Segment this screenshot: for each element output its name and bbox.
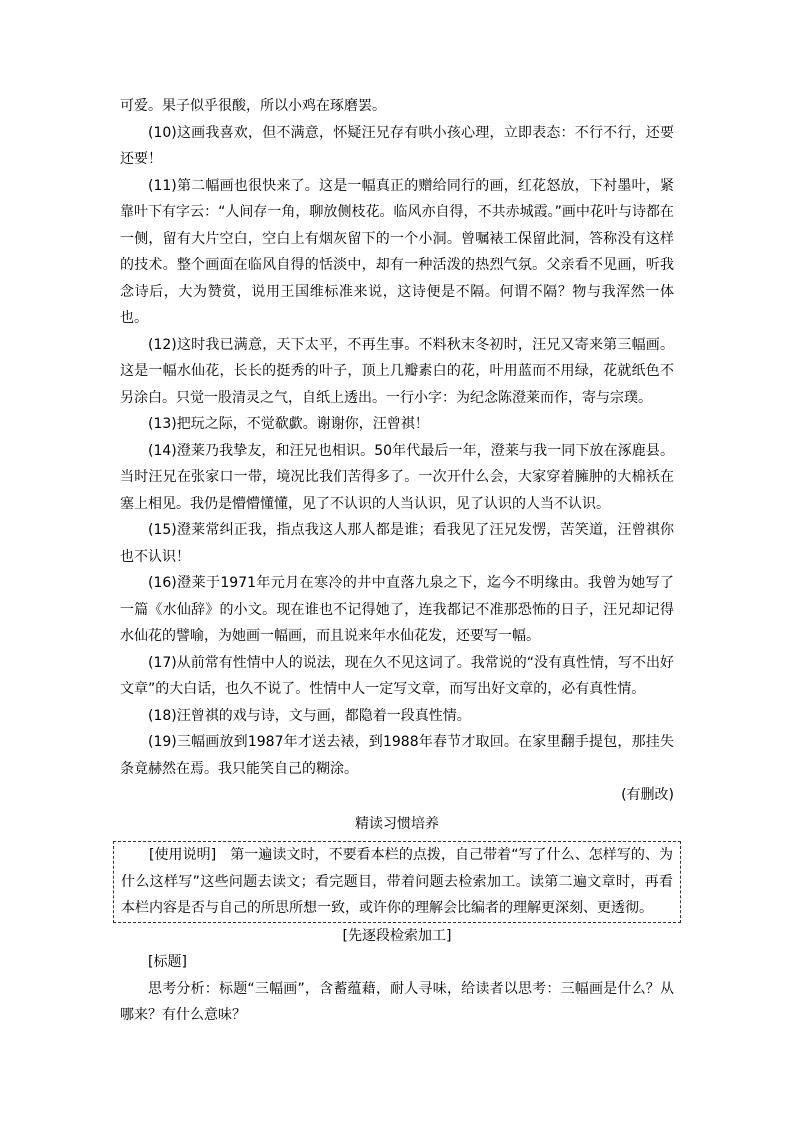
paragraph-18: (18)汪曾祺的戏与诗，文与画，都隐着一段真性情。 bbox=[148, 707, 471, 724]
paragraph-16: (16)澄莱于1971年元月在寒冷的井中直落九泉之下，迄今不明缘由。我曾为她写了一篇《水仙辞》的小文。现在谁也不记得她了，连我都记不准那恐怖的日子，汪兄却记得水仙花的譬喻，为她画一幅画，而且说来年水仙花发，还要写一幅。 bbox=[120, 575, 674, 644]
analysis-paragraph: 思考分析：标题“三幅画”，含蓄蕴藉，耐人寻味，给读者以思考：三幅画是什么？从哪来？有什么意味？ bbox=[120, 980, 674, 1023]
source-note: (有删改) bbox=[621, 787, 674, 803]
paragraph-15: (15)澄莱常纠正我，指点我这人那人都是谁；看我见了汪兄发愣，苦笑道，汪曾祺你也不认识！ bbox=[120, 522, 674, 565]
usage-note: [使用说明] 第一遍读文时，不要看本栏的点拨，自己带着“写了什么、怎样写的、为什么这样写”这些问题去读文；看完题目，带着问题去检索加工。读第二遍文章时，再看本栏内容是否与自己的所思所想一致，或许你的理解会比编者的理解更深刻、更透彻。 bbox=[121, 847, 673, 916]
step-caption: [先逐段检索加工] bbox=[342, 927, 452, 944]
usage-note-box bbox=[113, 841, 681, 923]
title-label: [标题] bbox=[148, 954, 187, 970]
paragraph-19: (19)三幅画放到1987年才送去裱，到1988年春节才取回。在家里翻手提包，那挂失条竟赫然在焉。我只能笑自己的糊涂。 bbox=[120, 734, 674, 777]
document-body bbox=[120, 93, 674, 1029]
paragraph-14: (14)澄莱乃我挚友，和汪兄也相识。50年代最后一年，澄莱与我一同下放在涿鹿县。当时汪兄在张家口一带，境况比我们苦得多了。一次开什么会，大家穿着臃肿的大棉袄在塞上相见。我仍是懵懵懂懂，见了不认识的人当认识，见了认识的人当不认识。 bbox=[120, 442, 674, 512]
paragraph-11: (11)第二幅画也很快来了。这是一幅真正的赠给同行的画，红花怒放，下衬墨叶，紧靠叶下有字云：“人间存一角，聊放侧枝花。临风亦自得，不共赤城霞。”画中花叶与诗都在一侧，留有大片空白，空白上有烟灰留下的一个小洞。曾嘱裱工保留此洞，答称没有这样的技术。整个画面在临风自得的恬淡中，却有一种活泼的热烈气氛。父亲看不见画，听我念诗后，大为赞赏，说用王国维标准来说，这诗便是不隔。何谓不隔？物与我浑然一体也。 bbox=[120, 177, 674, 326]
paragraph-17: (17)从前常有性情中人的说法，现在久不见这词了。我常说的“没有真性情，写不出好文章”的大白话，也久不说了。性情中人一定写文章，而写出好文章的，必有真性情。 bbox=[120, 654, 674, 697]
paragraph-10: (10)这画我喜欢，但不满意，怀疑汪兄存有哄小孩心理，立即表态：不行不行，还要还要！ bbox=[120, 124, 674, 167]
paragraph-12: (12)这时我已满意，天下太平，不再生事。不料秋末冬初时，汪兄又寄来第三幅画。这是一幅水仙花，长长的挺秀的叶子，顶上几瓣素白的花，叶用蓝而不用绿，花就纸色不另涂白。只觉一股清灵之气，自纸上透出。一行小字：为纪念陈澄莱而作，寄与宗璞。 bbox=[120, 336, 674, 406]
paragraph-13: (13)把玩之际，不觉欷歔。谢谢你，汪曾祺！ bbox=[148, 416, 429, 432]
paragraph-9-end: 可爱。果子似乎很酸，所以小鸡在琢磨罢。 bbox=[120, 98, 386, 114]
section-title: 精读习惯培养 bbox=[355, 815, 439, 832]
